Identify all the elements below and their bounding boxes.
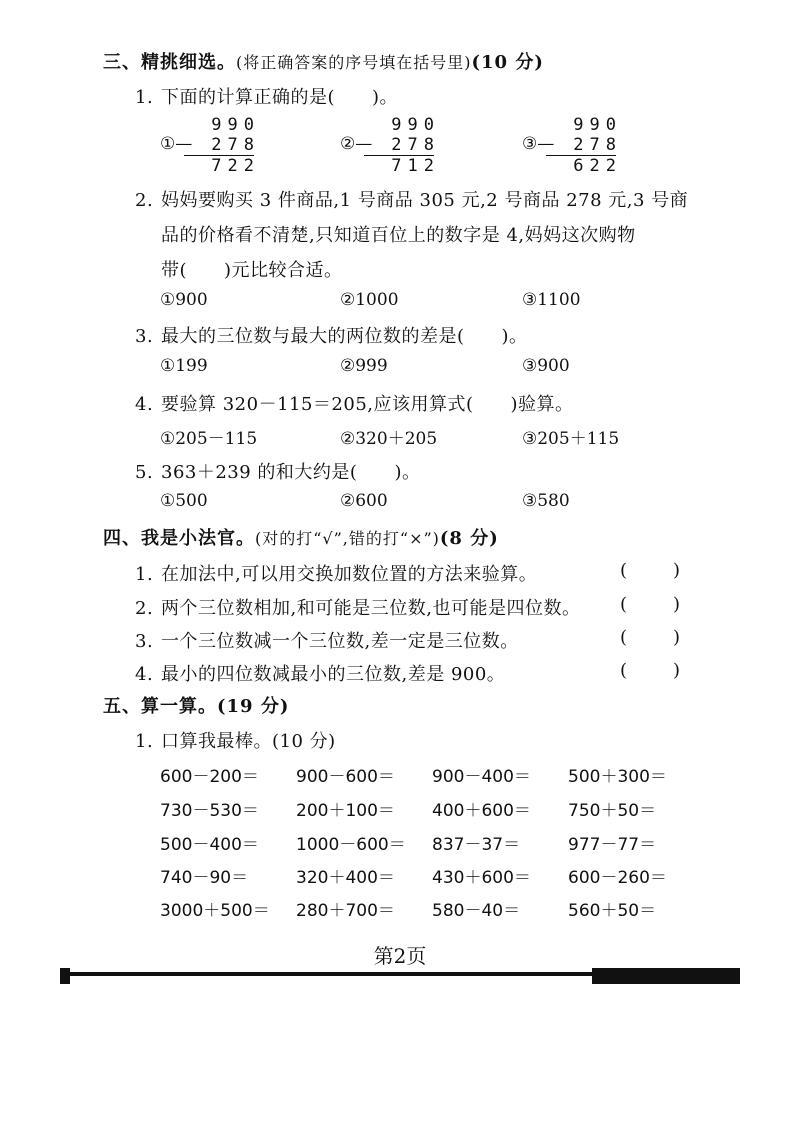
calc-item: 580－40＝ [432, 901, 521, 921]
section-5-title [103, 692, 289, 718]
section-3-heading: 三、精挑细选。 [103, 52, 236, 73]
calc-item: 600－260＝ [568, 868, 667, 888]
paren-open: ( [620, 627, 628, 648]
option-2: ②999 [340, 356, 388, 376]
question-text: 要验算 320－115＝205,应该用算式( )验算。 [161, 394, 574, 415]
answer-parentheses[interactable] [620, 627, 680, 648]
question-number: 2. [135, 190, 154, 211]
minuend: 990 [573, 115, 622, 135]
item-number: 1. [135, 564, 154, 585]
section-3-title [103, 48, 544, 74]
difference: 622 [573, 156, 622, 176]
question-3-1 [135, 83, 398, 109]
calc-item: 430＋600＝ [432, 868, 531, 888]
option-1: ①500 [160, 491, 208, 511]
option-1: ①199 [160, 356, 208, 376]
subsection-5-1 [135, 727, 336, 753]
option-3: ③580 [522, 491, 570, 511]
question-text-line-3: 带( )元比较合适。 [161, 260, 343, 281]
calc-item: 500＋300＝ [568, 767, 667, 787]
question-text: 下面的计算正确的是( )。 [161, 87, 399, 108]
question-text-line-1: 妈妈要购买 3 件商品,1 号商品 305 元,2 号商品 278 元,3 号商 [161, 190, 689, 211]
judge-item-2 [135, 594, 580, 620]
judge-item-4 [135, 660, 505, 686]
option-1: ①205－115 [160, 429, 258, 449]
option-3: ③1100 [522, 290, 581, 310]
minuend: 990 [391, 115, 440, 135]
question-text-line-2: 品的价格看不清楚,只知道百位上的数字是 4,妈妈这次购物 [161, 225, 636, 246]
question-number: 4. [135, 394, 154, 415]
option-1-vertical-subtraction [160, 115, 260, 176]
calc-item: 3000＋500＝ [160, 901, 270, 921]
section-4-title [103, 524, 499, 550]
section-5-points: (19 分) [217, 696, 290, 717]
option-2-vertical-subtraction [340, 115, 440, 176]
calc-item: 280＋700＝ [296, 901, 395, 921]
calc-item: 1000－600＝ [296, 835, 406, 855]
question-3-5 [135, 458, 420, 484]
calc-item: 400＋600＝ [432, 801, 531, 821]
calc-item: 560＋50＝ [568, 901, 657, 921]
paren-close: ) [672, 627, 680, 648]
section-4-note: (对的打“√”,错的打“×”) [255, 529, 440, 548]
calc-item: 900－400＝ [432, 767, 531, 787]
calc-item: 200＋100＝ [296, 801, 395, 821]
answer-parentheses[interactable] [620, 594, 680, 615]
paren-close: ) [672, 660, 680, 681]
page-number: 第2页 [373, 944, 427, 968]
bottom-rule-right-block [592, 968, 740, 984]
option-1: ①900 [160, 290, 208, 310]
question-3-3 [135, 322, 528, 348]
paren-open: ( [620, 560, 628, 581]
minuend: 990 [211, 115, 260, 135]
question-number: 1. [135, 87, 154, 108]
option-3: ③205＋115 [522, 429, 620, 449]
judge-item-3 [135, 627, 519, 653]
subtrahend: 278 [573, 135, 622, 155]
item-number: 3. [135, 631, 154, 652]
item-text: 一个三位数减一个三位数,差一定是三位数。 [161, 631, 519, 652]
calc-item: 977－77＝ [568, 835, 657, 855]
calc-item: 740－90＝ [160, 868, 249, 888]
calc-item: 320＋400＝ [296, 868, 395, 888]
section-3-note: (将正确答案的序号填在括号里) [236, 53, 472, 72]
calc-item: 730－530＝ [160, 801, 259, 821]
question-3-2 [135, 186, 688, 212]
subtrahend: 278 [211, 135, 260, 155]
section-4-heading: 四、我是小法官。 [103, 528, 255, 549]
option-3-vertical-subtraction [522, 115, 622, 176]
calc-item: 600－200＝ [160, 767, 259, 787]
difference: 712 [391, 156, 440, 176]
option-label: ②— [340, 134, 373, 154]
question-text: 363＋239 的和大约是( )。 [161, 462, 421, 483]
item-number: 2. [135, 598, 154, 619]
question-number: 3. [135, 326, 154, 347]
difference: 722 [211, 156, 260, 176]
item-text: 两个三位数相加,和可能是三位数,也可能是四位数。 [161, 598, 581, 619]
calc-item: 837－37＝ [432, 835, 521, 855]
option-2: ②1000 [340, 290, 399, 310]
bottom-rule-left-cap [60, 968, 70, 984]
section-3-points: (10 分) [471, 52, 544, 73]
option-2: ②320＋205 [340, 429, 438, 449]
option-label: ①— [160, 134, 193, 154]
item-text: 最小的四位数减最小的三位数,差是 900。 [161, 664, 506, 685]
question-number: 5. [135, 462, 154, 483]
calc-item: 500－400＝ [160, 835, 259, 855]
calc-item: 750＋50＝ [568, 801, 657, 821]
option-2: ②600 [340, 491, 388, 511]
paren-close: ) [672, 594, 680, 615]
answer-parentheses[interactable] [620, 560, 680, 581]
subsection-text: 口算我最棒。(10 分) [161, 731, 336, 752]
answer-parentheses[interactable] [620, 660, 680, 681]
option-3: ③900 [522, 356, 570, 376]
subtrahend: 278 [391, 135, 440, 155]
paren-open: ( [620, 594, 628, 615]
item-text: 在加法中,可以用交换加数位置的方法来验算。 [161, 564, 538, 585]
subsection-number: 1. [135, 731, 154, 752]
paren-open: ( [620, 660, 628, 681]
question-3-4 [135, 390, 574, 416]
item-number: 4. [135, 664, 154, 685]
section-5-heading: 五、算一算。 [103, 696, 217, 717]
question-text: 最大的三位数与最大的两位数的差是( )。 [161, 326, 528, 347]
calc-item: 900－600＝ [296, 767, 395, 787]
judge-item-1 [135, 560, 537, 586]
section-4-points: (8 分) [439, 528, 499, 549]
paren-close: ) [672, 560, 680, 581]
option-label: ③— [522, 134, 555, 154]
